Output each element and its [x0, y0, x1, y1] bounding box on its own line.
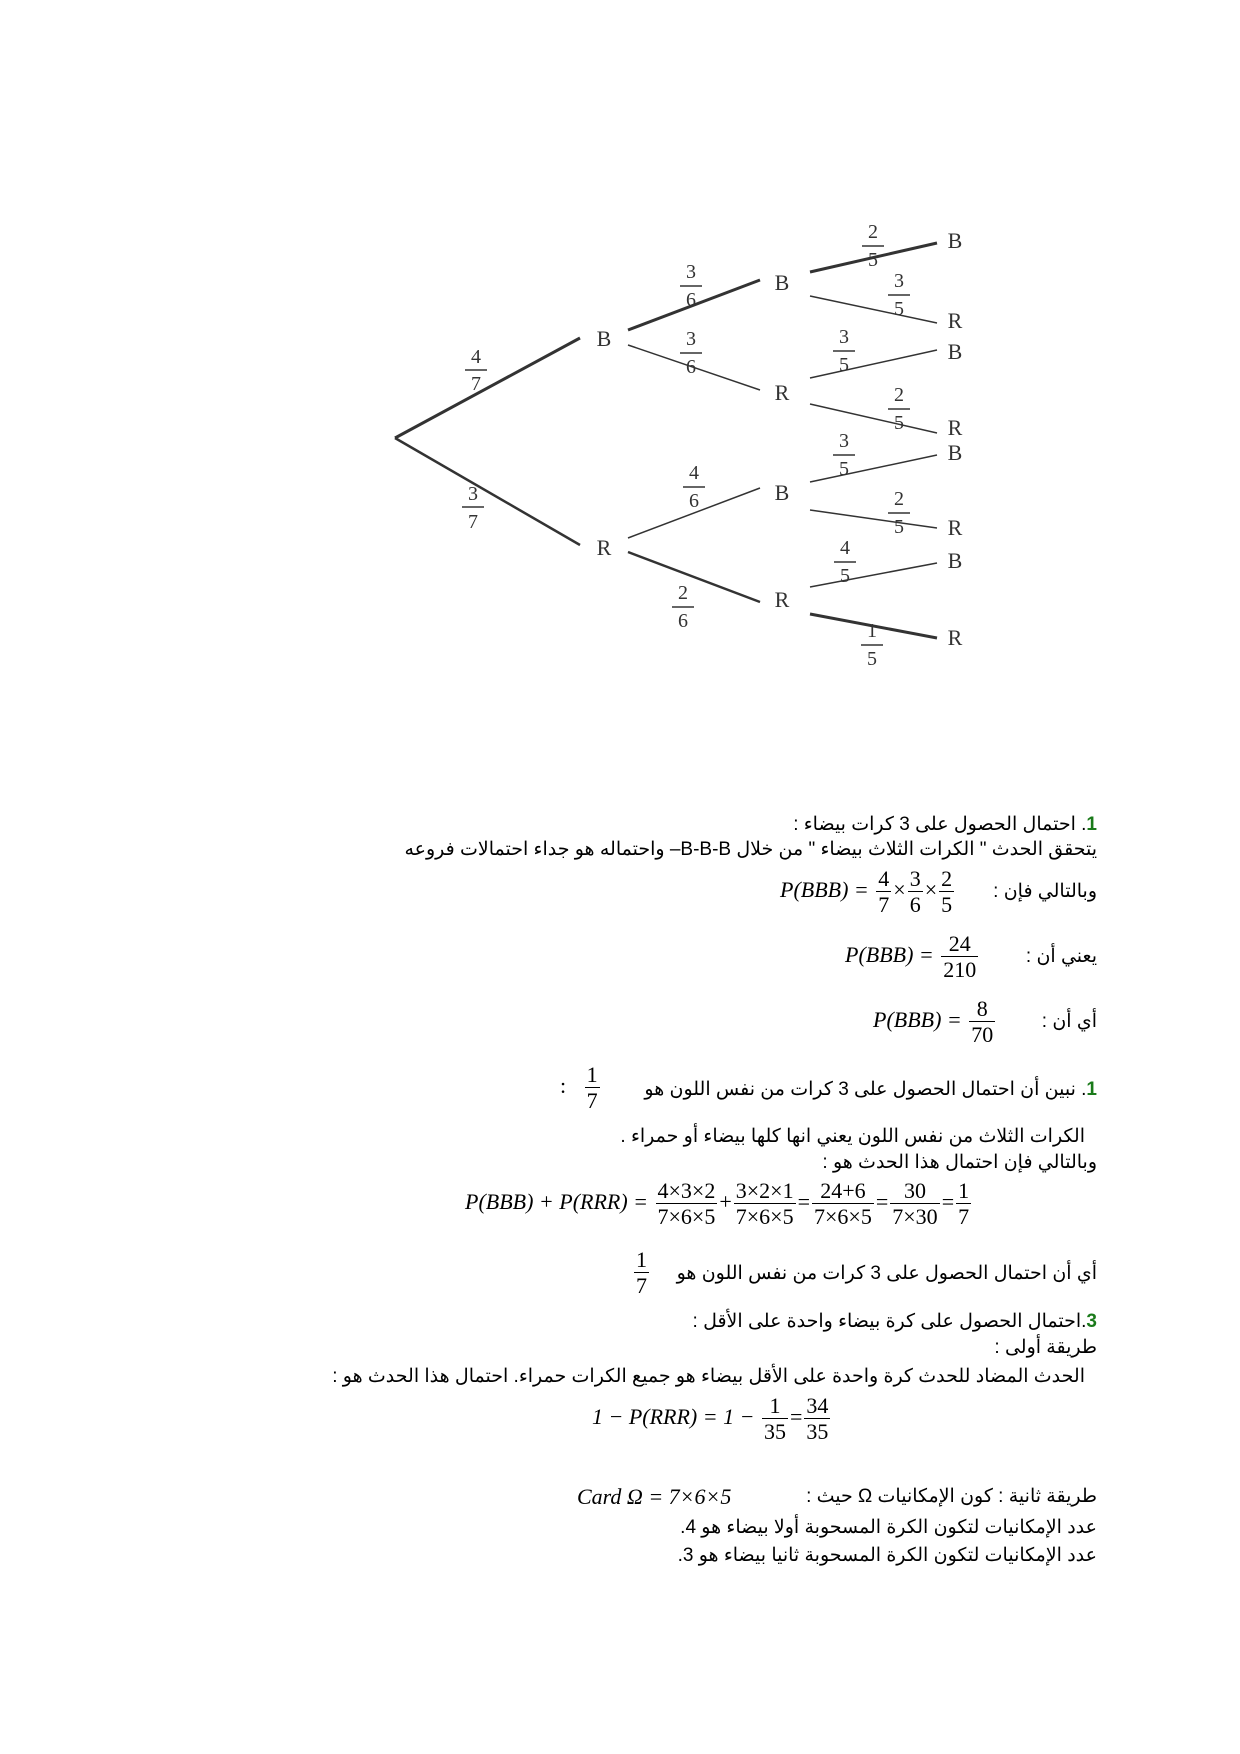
section1-heading: 1. احتمال الحصول على 3 كرات بيضاء : — [793, 814, 1097, 835]
section2-line1: الكرات الثلاث من نفس اللون يعني انها كلها بيضاء أو حمراء . — [620, 1126, 1085, 1147]
probability-tree — [380, 220, 1020, 690]
branch-rb-b — [810, 455, 937, 482]
prob-rrr-den: 5 — [867, 648, 877, 670]
section2-conclusion-frac: $\frac{1}{7}$ — [636, 1247, 647, 1299]
node-l1-b: B — [596, 326, 612, 351]
branch-br-b — [810, 350, 937, 378]
node-l3-3: B — [947, 339, 963, 364]
section2-heading-frac: : $\frac{1}{7}$ — [560, 1062, 598, 1114]
prob-bbb-num: 2 — [868, 221, 878, 243]
formula-at-least-one: 1 − P(RRR) = 1 − $\frac{1}{35}$ = $\frac{34}{35}$ — [592, 1393, 829, 1445]
section3-line1: الحدث المضاد للحدث كرة واحدة على الأقل بيضاء هو جميع الكرات حمراء. احتمال هذا الحدث هو : — [332, 1366, 1085, 1387]
prob-rb-den: 6 — [689, 490, 699, 512]
node-l3-2: R — [947, 308, 963, 333]
formula-pbbb-product: P(BBB) = $\frac{4}{7}$ × $\frac{3}{6}$ × $\frac{2}{5}$ — [780, 866, 953, 918]
formula-card-omega: Card Ω = 7×6×5 — [577, 1484, 732, 1509]
node-l3-8: R — [947, 625, 963, 650]
branch-rb-r — [810, 510, 937, 528]
prob-bb-den: 6 — [686, 289, 696, 311]
section3-line3: عدد الإمكانيات لتكون الكرة المسحوبة ثانيا بيضاء هو 3. — [677, 1545, 1097, 1566]
node-l1-r: R — [596, 535, 612, 560]
branch-r-r — [628, 552, 760, 602]
node-l3-7: B — [947, 548, 963, 573]
prob-brb-den: 5 — [839, 354, 849, 376]
formula-pbbb-8-70: P(BBB) = $\frac{8}{70}$ — [873, 996, 994, 1048]
formula-same-color: P(BBB) + P(RRR) = $\frac{4\times 3\times 2}{7\times 6\times 5}$ + $\frac{3\times 2\times 1}{7\times 6\times 5}$ = $\frac{24+6}{7\times 6\times 5}$ = $\frac{30}{7\times 30}$ = $\frac{1}{7}$ — [465, 1178, 970, 1230]
prob-brr-den: 5 — [894, 412, 904, 434]
prob-rrb-num: 4 — [840, 537, 850, 559]
prob-rbr-den: 5 — [894, 516, 904, 538]
prob-br-den: 6 — [686, 356, 696, 378]
node-l2-br: R — [774, 380, 790, 405]
prob-bbr-num: 3 — [894, 270, 904, 292]
prob-bbr-den: 5 — [894, 298, 904, 320]
section1-label-c: أي أن : — [1041, 1011, 1097, 1032]
branch-root-r — [395, 438, 580, 545]
prob-rr-den: 6 — [678, 610, 688, 632]
section2-line2: وبالتالي فإن احتمال هذا الحدث هو : — [822, 1152, 1097, 1173]
prob-root-r-den: 7 — [468, 511, 478, 533]
prob-br-num: 3 — [686, 328, 696, 350]
section2-conclusion: أي أن احتمال الحصول على 3 كرات من نفس اللون هو — [676, 1263, 1097, 1284]
prob-rrb-den: 5 — [840, 565, 850, 587]
branch-br-r — [810, 404, 937, 433]
section3-method2: طريقة ثانية : كون الإمكانيات Ω حيث : — [806, 1486, 1097, 1507]
prob-rr-num: 2 — [678, 582, 688, 604]
node-l3-1: B — [947, 228, 963, 253]
prob-root-b-num: 4 — [471, 346, 481, 368]
prob-bbb-den: 5 — [868, 249, 878, 271]
prob-rrr-num: 1 — [867, 620, 877, 642]
section3-heading: 3.احتمال الحصول على كرة بيضاء واحدة على الأقل : — [692, 1311, 1097, 1332]
prob-root-b-den: 7 — [471, 373, 481, 395]
section2-heading: 1. نبين أن احتمال الحصول على 3 كرات من نفس اللون هو — [644, 1079, 1097, 1100]
prob-brb-num: 3 — [839, 326, 849, 348]
node-l3-5: B — [947, 440, 963, 465]
node-l2-rb: B — [774, 480, 790, 505]
section1-label-a: وبالتالي فإن : — [993, 881, 1097, 902]
prob-rb-num: 4 — [689, 462, 699, 484]
section1-line1: يتحقق الحدث " الكرات الثلاث بيضاء " من خلال B-B-B– واحتماله هو جداء احتمالات فروعه — [404, 839, 1097, 860]
prob-rbb-den: 5 — [839, 458, 849, 480]
prob-root-r-num: 3 — [468, 483, 478, 505]
section3-line2: عدد الإمكانيات لتكون الكرة المسحوبة أولا بيضاء هو 4. — [680, 1517, 1097, 1538]
node-l3-4: R — [947, 415, 963, 440]
section1-label-b: يعني أن : — [1025, 946, 1097, 967]
formula-pbbb-24-210: P(BBB) = $\frac{24}{210}$ — [845, 931, 977, 983]
node-l2-rr: R — [774, 587, 790, 612]
branch-rr-b — [810, 563, 937, 587]
prob-rbb-num: 3 — [839, 430, 849, 452]
prob-rbr-num: 2 — [894, 488, 904, 510]
branch-bb-r — [810, 296, 937, 323]
section3-method1: طريقة أولى : — [994, 1337, 1097, 1358]
node-l3-6: R — [947, 515, 963, 540]
branch-root-b — [395, 338, 580, 438]
prob-brr-num: 2 — [894, 384, 904, 406]
node-l2-bb: B — [774, 270, 790, 295]
prob-bb-num: 3 — [686, 261, 696, 283]
